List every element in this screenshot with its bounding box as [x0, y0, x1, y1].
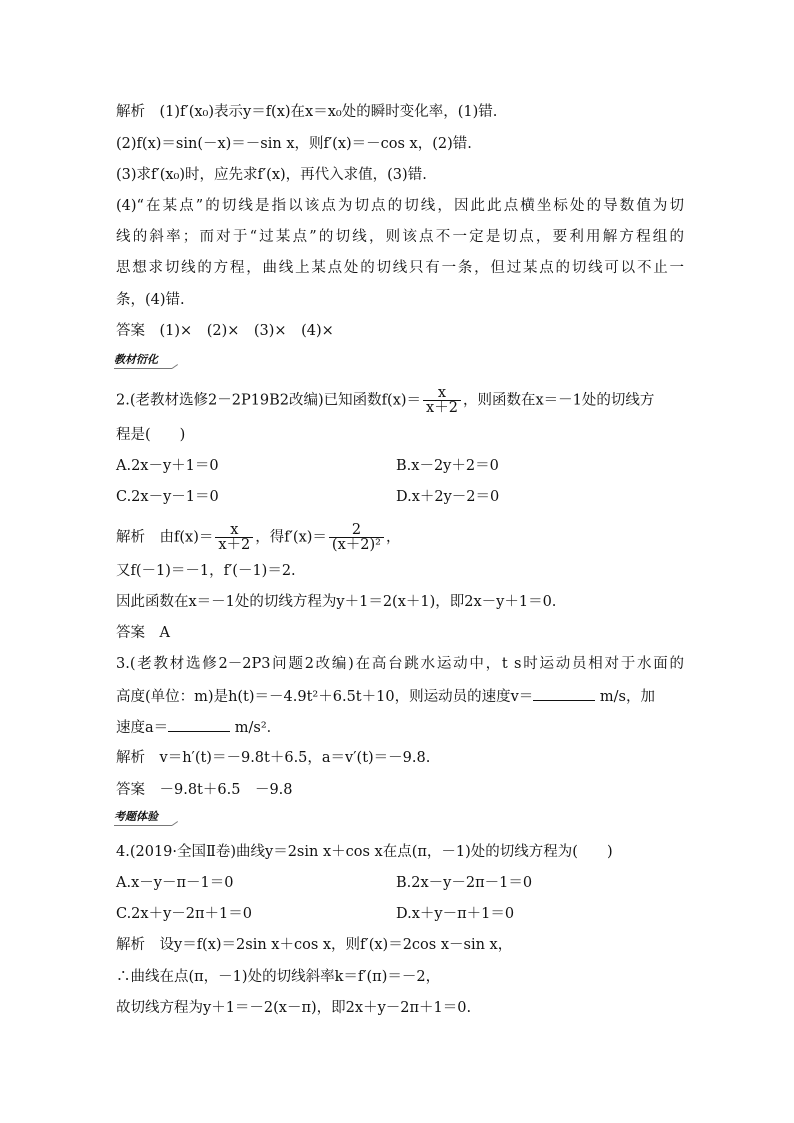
q2-fraction	[423, 386, 461, 415]
q2-sol-c: ，	[385, 529, 401, 546]
q3-line3-b: m/s²．	[234, 720, 282, 736]
q2-fraction-denominator: x＋2	[426, 400, 458, 416]
q2-sol-b: ，得f′(x)＝	[255, 529, 327, 546]
q2-sol-fraction-1	[215, 523, 253, 552]
solution-line-4: (4)“在某点”的切线是指以该点为切点的切线，因此此点横坐标处的导数值为切	[116, 198, 684, 214]
question-3-stem-2	[116, 686, 655, 707]
q2-option-a: A.2x－y＋1＝0	[116, 458, 219, 474]
question-2-stem-cont: 程是( )	[116, 427, 186, 443]
q2-solution-line-2: 又f(－1)＝－1，f′(－1)＝2.	[116, 563, 296, 579]
q4-option-b: B.2x－y－2π－1＝0	[396, 875, 533, 891]
tag-underline	[114, 825, 172, 826]
acceleration-blank	[168, 717, 230, 732]
answer-line-1: 答案 (1)× (2)× (3)× (4)×	[116, 323, 334, 339]
question-3-stem: 3.(老教材选修2－2P3问题2改编)在高台跳水运动中，t s时运动员相对于水面的	[116, 656, 684, 672]
q3-solution: 解析 v＝h′(t)＝－9.8t＋6.5，a＝v′(t)＝－9.8.	[116, 750, 431, 766]
q2-sol-fraction-1-den: x＋2	[218, 537, 251, 553]
q2-solution-line-1	[116, 523, 400, 552]
question-3-stem-3	[116, 717, 281, 738]
q4-solution-line-3: 故切线方程为y＋1＝－2(x－π)，即2x＋y－2π＋1＝0.	[116, 1000, 472, 1016]
q3-answer: 答案 －9.8t＋6.5 －9.8	[116, 782, 293, 798]
solution-line-2: (2)f(x)＝sin(－x)＝－sin x，则f′(x)＝－cos x，(2)错.	[116, 136, 472, 152]
q4-solution-line-2: ∴曲线在点(π，－1)处的切线斜率k＝f′(π)＝－2，	[116, 969, 441, 985]
q2-option-d: D.x＋2y－2＝0	[396, 489, 500, 505]
q4-option-d: D.x＋y－π＋1＝0	[396, 906, 515, 922]
q2-answer: 答案 A	[116, 625, 170, 641]
q2-stem-b: ，则函数在x＝－1处的切线方	[462, 392, 655, 409]
q2-stem-a: 2.(老教材选修2－2P19B2改编)已知函数f(x)＝	[116, 392, 422, 409]
velocity-blank	[533, 686, 595, 701]
solution-line-7: 条，(4)错.	[116, 292, 185, 308]
tag-underline	[114, 368, 172, 369]
solution-line-5: 线的斜率；而对于“过某点”的切线，则该点不一定是切点，要利用解方程组的	[116, 229, 684, 245]
q4-option-c: C.2x＋y－2π＋1＝0	[116, 906, 252, 922]
question-2-stem	[116, 386, 654, 415]
q3-line2-b: m/s，加	[599, 689, 655, 705]
tag-underline-tick	[172, 821, 178, 826]
solution-line-6: 思想求切线的方程，曲线上某点处的切线只有一条，但过某点的切线可以不止一	[116, 260, 684, 276]
solution-line-1: 解析 (1)f′(x₀)表示y＝f(x)在x＝x₀处的瞬时变化率，(1)错.	[116, 104, 498, 120]
q2-sol-a: 解析 由f(x)＝	[116, 529, 214, 546]
q2-sol-fraction-1-num: x	[215, 523, 253, 538]
q4-option-a: A.x－y－π－1＝0	[116, 875, 234, 891]
q2-fraction-numerator: x	[423, 386, 461, 401]
tag-underline-tick	[172, 364, 178, 369]
q2-option-c: C.2x－y－1＝0	[116, 489, 219, 505]
section-tag-exam: 考题体验	[114, 810, 158, 823]
section-tag-textbook: 教材衍化	[114, 353, 158, 366]
q2-sol-fraction-2-num: 2	[329, 523, 384, 538]
question-4-stem: 4.(2019·全国Ⅱ卷)曲线y＝2sin x＋cos x在点(π，－1)处的切线方程为( )	[116, 844, 613, 860]
q2-option-b: B.x－2y＋2＝0	[396, 458, 499, 474]
q3-line2-a: 高度(单位：m)是h(t)＝－4.9t²＋6.5t＋10，则运动员的速度v＝	[116, 689, 534, 705]
q2-solution-line-3: 因此函数在x＝－1处的切线方程为y＋1＝2(x＋1)，即2x－y＋1＝0.	[116, 594, 557, 610]
solution-line-3: (3)求f′(x₀)时，应先求f′(x)，再代入求值，(3)错.	[116, 167, 427, 183]
q3-line3-a: 速度a＝	[116, 720, 169, 736]
q2-sol-fraction-2-den: (x＋2)²	[331, 537, 381, 553]
q2-sol-fraction-2	[329, 523, 384, 552]
q4-solution-line-1: 解析 设y＝f(x)＝2sin x＋cos x，则f′(x)＝2cos x－sin x，	[116, 937, 513, 953]
